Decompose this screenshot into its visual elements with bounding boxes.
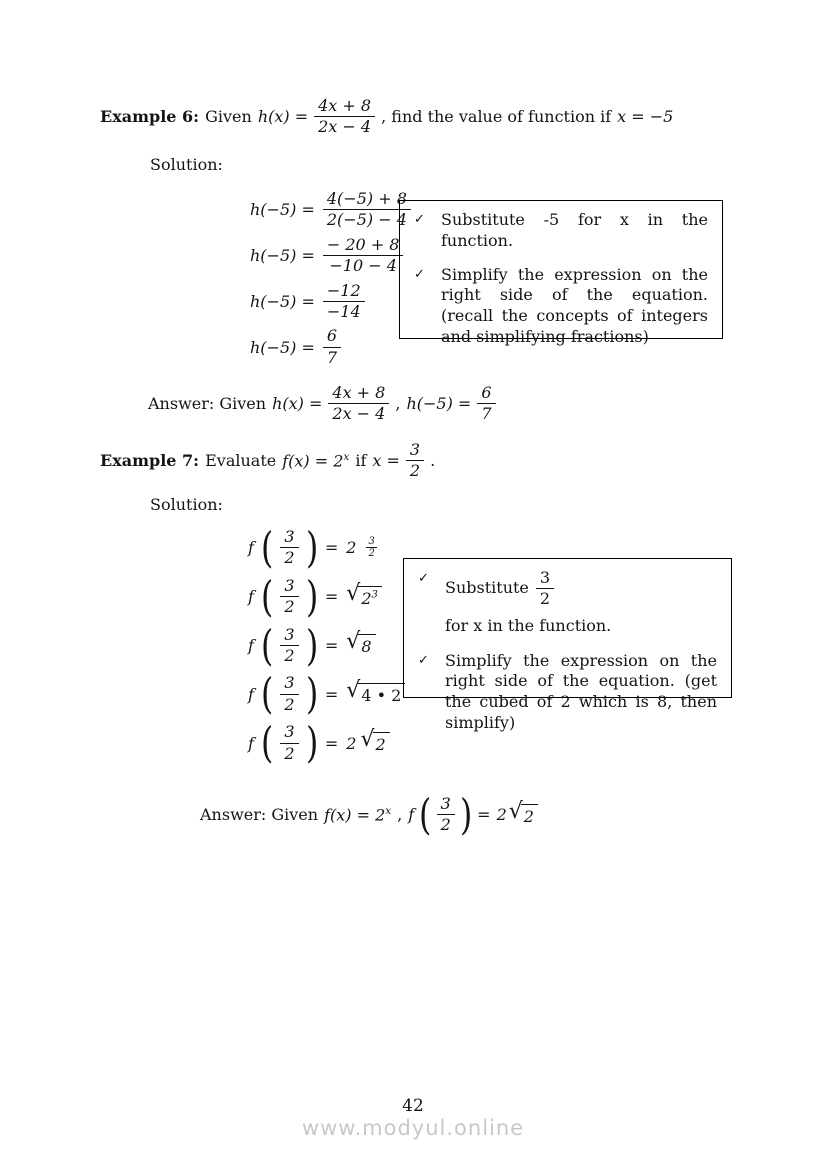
- radicand: 8: [358, 634, 375, 656]
- solution2-label: Solution:: [150, 495, 223, 514]
- denominator: −10 − 4: [329, 256, 397, 276]
- close-paren: ): [305, 620, 318, 670]
- denominator: 7: [481, 404, 492, 424]
- close-paren: ): [305, 718, 318, 768]
- example6-notes-box: [399, 200, 723, 346]
- example7-steps: [248, 522, 405, 768]
- coefficient: 2: [496, 805, 507, 825]
- base: 2: [346, 538, 357, 558]
- note-text: Simplify the expression on the right side of the equation. (get the cubed of 2 which is 8, then simplify): [445, 650, 717, 732]
- numerator: 4x + 8: [314, 97, 375, 117]
- fraction: [323, 282, 365, 322]
- numerator: 3: [280, 626, 298, 646]
- example6-heading: [100, 97, 673, 137]
- example6-steps: [250, 190, 411, 367]
- denominator: 2x − 4: [318, 117, 372, 137]
- numerator: 3: [280, 723, 298, 743]
- denominator: 7: [326, 347, 338, 367]
- coefficient: 2: [346, 733, 357, 753]
- equals: =: [477, 805, 491, 825]
- fraction: [280, 674, 298, 714]
- example7-cond-lhs: x =: [372, 451, 400, 471]
- solution-step: [248, 522, 405, 572]
- note-text: [445, 569, 717, 637]
- numerator: 6: [477, 384, 495, 404]
- radicand: $2^3$: [358, 586, 382, 608]
- close-paren: ): [305, 571, 318, 621]
- example6-label: Example 6:: [100, 107, 200, 127]
- note-item: [414, 265, 708, 348]
- equals: =: [324, 684, 339, 704]
- open-paren: (: [260, 718, 274, 768]
- note-item: [418, 569, 717, 637]
- answer-func-lhs: h(x) =: [272, 394, 323, 414]
- note-item: [414, 210, 708, 252]
- func-name: f: [408, 805, 415, 825]
- denominator: 2: [440, 815, 451, 835]
- fraction: [314, 97, 375, 137]
- radical-sign: √: [346, 629, 361, 655]
- solution1-label: Solution:: [150, 155, 223, 174]
- check-icon: ✓: [414, 212, 425, 227]
- example7-heading: [100, 441, 435, 481]
- solution-step: [250, 327, 411, 367]
- example7-notes-box: [403, 558, 732, 732]
- numerator: − 20 + 8: [323, 236, 404, 256]
- square-root: [508, 798, 538, 826]
- close-paren: ): [305, 669, 318, 719]
- note-item: [418, 651, 717, 734]
- open-paren: (: [260, 620, 274, 670]
- square-root: [346, 678, 405, 706]
- page-number: 42: [402, 1096, 424, 1116]
- denominator: 2: [539, 589, 551, 609]
- radical-sign: √: [360, 727, 375, 753]
- solution-step: [248, 718, 405, 768]
- example7-func: $f(x) = 2^x$: [282, 451, 350, 471]
- solution-step: [248, 620, 405, 670]
- radical-sign: √: [346, 580, 361, 606]
- func-name: f: [248, 538, 254, 558]
- equals: =: [324, 635, 339, 655]
- denominator: 2x − 4: [332, 404, 386, 424]
- open-paren: (: [260, 669, 274, 719]
- answer-prefix: Answer: Given: [148, 394, 267, 414]
- answer-result-lhs: h(−5) =: [406, 394, 472, 414]
- square-root: [346, 580, 382, 608]
- radicand: 2: [521, 804, 538, 826]
- note-post: for x in the function.: [445, 615, 612, 635]
- exponent-fraction: [366, 536, 376, 560]
- fraction: [323, 236, 404, 276]
- check-icon: ✓: [418, 652, 429, 668]
- open-paren: (: [260, 522, 274, 572]
- numerator: 3: [280, 674, 298, 694]
- numerator: 3: [280, 577, 298, 597]
- func-name: f: [248, 733, 254, 753]
- denominator: −14: [326, 301, 361, 321]
- denominator: 2: [284, 548, 295, 568]
- fraction: [280, 528, 298, 568]
- exponent: x: [385, 805, 392, 818]
- watermark: www.modyul.online: [301, 1116, 525, 1140]
- fraction: [477, 384, 495, 424]
- radicand: 2: [373, 732, 390, 754]
- equals: =: [324, 733, 339, 753]
- example7-answer: [200, 789, 538, 839]
- fraction: [280, 626, 298, 666]
- exponent: 3: [371, 589, 378, 601]
- example6-answer: [148, 384, 496, 424]
- numerator: 3: [406, 441, 424, 461]
- answer-prefix: Answer: Given: [200, 805, 319, 825]
- exponent: x: [343, 451, 350, 464]
- example6-func-lhs: h(x) =: [257, 107, 309, 127]
- period: .: [430, 451, 436, 471]
- example7-intro: Evaluate: [205, 451, 277, 471]
- square-root: [346, 629, 375, 657]
- radical-sign: √: [346, 678, 361, 704]
- note-pre: Substitute: [445, 578, 529, 598]
- fraction: [280, 577, 298, 617]
- open-paren: (: [419, 789, 432, 839]
- comma: ,: [397, 805, 403, 825]
- fraction: [323, 327, 341, 367]
- denominator: 2: [368, 548, 375, 560]
- example6-condition: x = −5: [617, 107, 674, 127]
- close-paren: ): [459, 789, 473, 839]
- check-icon: ✓: [418, 571, 429, 586]
- denominator: 2: [284, 694, 295, 714]
- numerator: 4(−5) + 8: [323, 190, 411, 210]
- example7-cond-pre: if: [355, 451, 367, 471]
- fraction: [437, 795, 455, 835]
- numerator: 3: [280, 528, 298, 548]
- close-paren: ): [305, 522, 318, 572]
- numerator: 3: [437, 795, 455, 815]
- radicand: 4 • 2: [358, 683, 405, 705]
- equals: =: [324, 587, 339, 607]
- check-icon: ✓: [414, 266, 425, 282]
- fraction: [328, 384, 389, 424]
- step-lhs: h(−5) =: [250, 291, 315, 311]
- solution-step: [250, 236, 411, 276]
- example7-label: Example 7:: [100, 451, 200, 471]
- answer-func: $f(x) = 2^x$: [324, 805, 392, 825]
- square-root: [360, 727, 389, 755]
- numerator: 6: [323, 327, 341, 347]
- denominator: 2: [409, 461, 421, 481]
- denominator: 2: [284, 743, 295, 763]
- func-name: f: [248, 635, 254, 655]
- denominator: 2: [284, 597, 295, 617]
- solution-step: [248, 571, 405, 621]
- step-lhs: h(−5) =: [250, 200, 315, 220]
- equals: =: [324, 538, 339, 558]
- comma: ,: [395, 394, 401, 414]
- numerator: 3: [536, 569, 554, 589]
- fraction: [280, 723, 298, 763]
- numerator: 3: [368, 535, 375, 547]
- fraction: [536, 569, 554, 609]
- numerator: −12: [323, 282, 365, 302]
- fraction: [406, 441, 424, 481]
- open-paren: (: [260, 571, 274, 621]
- solution-step: [250, 282, 411, 322]
- denominator: 2: [284, 645, 295, 665]
- func-name: f: [248, 684, 254, 704]
- solution-step: [248, 669, 405, 719]
- numerator: 4x + 8: [328, 384, 389, 404]
- example6-intro: Given: [205, 107, 252, 127]
- func-name: f: [248, 587, 254, 607]
- step-lhs: h(−5) =: [250, 337, 315, 357]
- step-lhs: h(−5) =: [250, 246, 315, 266]
- note-text: Substitute -5 for x in the function.: [441, 210, 708, 250]
- example6-outro: , find the value of function if: [381, 107, 612, 127]
- denominator: 2(−5) − 4: [326, 210, 407, 230]
- fraction: [323, 190, 411, 230]
- radical-sign: √: [508, 798, 523, 824]
- note-text: Simplify the expression on the right side of the equation. (recall the concepts of integers and simplifying fractions): [441, 264, 708, 346]
- solution-step: [250, 190, 411, 230]
